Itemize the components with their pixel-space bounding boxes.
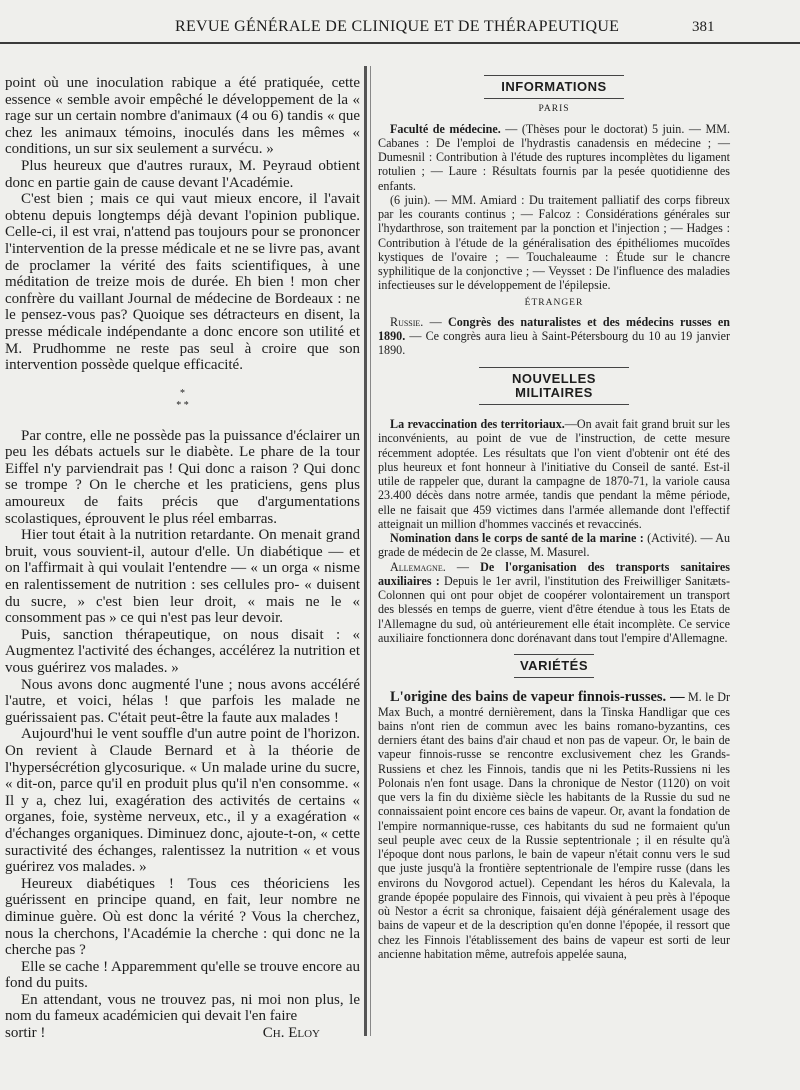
location-label-etranger: ÉTRANGER <box>524 297 584 308</box>
news-item-body: —On avait fait grand bruit sur les inconvénients, au point de vue de l'instruction, de cette mesure récemment adoptée. Les résultats que l'on vient d'obtenir ont été des plus heureux et font honneur à l'initiative du Conseil de santé. Est-il utile de rappeler que, durant la campagne de 1870-71, la variole causa 23.400 décès dans notre armée, tandis que pendant la même période, elle ne faisait que 459 victimes dans l'armée allemande dont l'effectif atteignait un million d'hommes vaccinés et revaccinés. <box>378 417 730 531</box>
news-item-title: Congrès des naturalistes et des médecins russes en 1890. <box>378 314 730 343</box>
paragraph: Puis, sanction thérapeutique, on nous disait : « Augmentez l'activité des échanges, accélérez la nutrition et vous guérirez vos malades. » <box>5 626 360 676</box>
news-item-title: Faculté de médecine. <box>390 121 501 136</box>
news-item-body: Depuis le 1er avril, l'institution des Freiwilliger Sanitæts-Colonnen qui ont pour objet de coopérer volontairement un transport des blessés en temps de guerre, vient d'être étendue à tous les Etats de l'Allemagne du sud, où antérieurement elle était incomplète. Ce service auxiliaire fonctionnera donc dorénavant dans tout l'empire d'Allemagne. <box>378 573 730 645</box>
location-label-paris: PARIS <box>538 104 570 115</box>
signature-line <box>5 1025 360 1042</box>
news-item-body: — Ce congrès aura lieu à Saint-Pétersbourg du 10 au 19 janvier 1890. <box>378 329 730 358</box>
country-label: Russie. <box>390 314 424 329</box>
right-column <box>378 75 730 1015</box>
running-title: REVUE GÉNÉRALE DE CLINIQUE ET DE THÉRAPEUTIQUE <box>175 18 620 35</box>
header-rule <box>0 42 800 44</box>
author-signature: Ch. Eloy <box>262 1025 320 1042</box>
paragraph: C'est bien ; mais ce qui vaut mieux encore, il l'avait obtenu depuis longtemps déjà devant l'opinion publique. Celle-ci, il est vrai, n'attend pas toujours pour se prononcer l'intervention de la presse médicale et ne se livre pas, avant de proclamer la vérité des faits scientifiques, à une méditation de treize mois de durée. Eh bien ! mon cher confrère du vaillant Journal de médecine de Bordeaux : ne le pensez-vous pas? Quoique ses détracteurs en disent, la presse médicale indépendante a donc encore son utilité et M. Prudhomme ne reste pas seul à croire que son intervention possède quelque efficacité. <box>5 191 360 374</box>
news-item <box>378 417 730 531</box>
news-item-body: — (Thèses pour le doctorat) 5 juin. — MM. Cabanes : De l'emploi de l'hydrastis canadensis en médecine ; — Dumesnil : Contribution à l'étude des ruptures incomplètes du ligament rotulien ; — Laure : Résultats fournis par la pesée quotidienne des enfants. <box>378 121 730 193</box>
section-heading-informations: INFORMATIONS <box>484 75 624 99</box>
news-item <box>378 122 730 193</box>
news-item-title: Nomination dans le corps de santé de la marine : <box>390 531 644 545</box>
section-heading-militaires: NOUVELLES MILITAIRES <box>479 367 629 406</box>
article-body: M. le Dr Max Buch, a montré dernièrement, dans la Tinska Handligar que ces bains n'ont rien de commun avec les bains romano-byzantins, ces derniers étant des bains d'air chaud et non pas de vapeur. Or, le bain de vapeur finnois-russe se rencontre exclusivement chez les Grands-Russiens et chez les Finnois, tandis que ni les Petits-Russiens ni les Polonais n'en font usage. Dans la chronique de Nestor (1120) on voit que vers la fin du dixième siècle les habitants de la Russie du sud ne connaissaient point encore ces bains de vapeur. Or, avant la fondation de l'empire normannique-russe, ces habitants du sud ne formaient qu'un seul peuple avec ceux de la Russie septentrionale ; il en résulte qu'à l'époque dont nous parlons, le bain de vapeur n'était connu vers le sud que juste jusqu'à la frontière septentrionale de l'empire russe (dans les environs du Novgorod actuel). Cependant les héros du Kalevala, la grande épopée populaire des Finnois, qui vivaient à peu près à l'époque où Nestor a écrit sa chronique, faisaient déjà généralement usage des bains de vapeur et de la description qu'en donne l'épopée, il ressort que chez les Finnois l'établissement des bains de vapeur est sorti de leur ancienne habitation même, autrefois appelée sauna, <box>378 690 730 961</box>
news-item-title: La revaccination des territoriaux. <box>390 417 565 431</box>
news-item: Allemagne. — De l'organisation des transports sanitaires auxiliaires : Depuis le 1er avril, l'institution des Freiwilliger Sanitæts-Colonnen qui ont pour objet de coopérer volontairement un transport des blessés en temps de guerre, vient d'être étendue à tous les Etats de l'Allemagne du sud, où antérieurement elle était incomplète. Ce service auxiliaire fonctionnera donc dorénavant dans tout l'empire d'Allemagne. <box>378 559 730 645</box>
paragraph: Nous avons donc augmenté l'une ; nous avons accéléré l'autre, et voici, hélas ! que parfois les malade ne guérissaient pas. C'était peut-être la faute aux malades ! <box>5 676 360 726</box>
closing-word: sortir ! <box>5 1025 46 1042</box>
news-item-body: (Activité). — Au grade de médecin de 2e classe, M. Masurel. <box>378 531 730 560</box>
paragraph: Plus heureux que d'autres ruraux, M. Peyraud obtient donc en partie gain de cause devant l'Académie. <box>5 157 360 191</box>
paragraph: Hier tout était à la nutrition retardante. On menait grand bruit, vous souvient-il, autour d'elle. Un diabétique — et on l'affirmait à qui voulait l'entendre — « un orga « nisme en ralentissement de nutrition : ses cellules pro- « duisent du sucre, » c'est bien leur droit, « mais ne le « consomment pas » ce qui n'est pas leur devoir. <box>5 527 360 627</box>
news-item-title: De l'organisation des transports sanitaires auxiliaires : <box>378 559 730 588</box>
paragraph: point où une inoculation rabique a été pratiquée, cette essence « semble avoir empêché le développement de la « rage sur un certain nombre d'animaux (4 ou 6) tandis « que chez les animaux témoins, inoculés dans les mêmes « conditions, un sur six seulement a survécu. » <box>5 75 360 158</box>
column-divider-thin <box>370 66 371 1036</box>
news-item: Russie. — Congrès des naturalistes et des médecins russes en 1890. — Ce congrès aura lieu à Saint-Pétersbourg du 10 au 19 janvier 1890. <box>378 314 730 358</box>
country-label: Allemagne. <box>390 559 446 574</box>
article <box>378 690 730 961</box>
column-divider <box>364 66 367 1036</box>
page-header <box>0 0 800 48</box>
paragraph: Aujourd'hui le vent souffle d'un autre point de l'horizon. On revient à Claude Bernard et à la théorie de l'hypersécrétion glycosurique. « Un malade urine du sucre, « dit-on, parce qu'il en produit plus qu'il n'en consomme. « Il y a, chez lui, exagération des activités de certains « organes, foie, système nerveux, etc., il y a exagération « d'échanges organiques. Diminuez donc, ajoute-t-on, « cette suractivité des échanges, ralentissez la nutrition « et vous guérirez vos malades. » <box>5 726 360 876</box>
page-number: 381 <box>692 19 715 35</box>
paragraph: Par contre, elle ne possède pas la puissance d'éclairer un peu les débats actuels sur le diabète. Le phare de la tour Eiffel n'y parviendrait pas ! Qui donc a raison ? Qui donc se trompe ? On le cherche et les praticiens, gens plus amoureux de faits précis que d'argumentations scolastiques, éprouvent le plus réel embarras. <box>5 427 360 527</box>
section-separator: * * * <box>176 387 189 411</box>
news-item <box>378 531 730 560</box>
section-heading-varietes: VARIÉTÉS <box>514 654 594 678</box>
paragraph: Elle se cache ! Apparemment qu'elle se trouve encore au fond du puits. <box>5 958 360 992</box>
news-item: (6 juin). — MM. Amiard : Du traitement palliatif des corps fibreux par les courants continus ; — Falcoz : Considérations générales sur l'hydarthrose, son traitement par la ponction et l'injection ; — Hadges : Contribution à l'étude de la généralisation des épithéliomes mucoïdes kystiques de l'ovaire ; — Touchaleaume : Étude sur le chancre syphilitique de la conjonctive ; — Veysset : De l'influence des maladies infectieuses sur le développement de l'épilepsie. <box>378 192 730 293</box>
article-title: L'origine des bains de vapeur finnois-russes. — <box>390 689 685 706</box>
paragraph: Heureux diabétiques ! Tous ces théoriciens les guérissent en principe quand, en fait, leur nombre ne diminue guère. Où est donc la vérité ? Vous la cherchez, nous la cherchons, l'Académie la cherche : qui donc ne la cherche pas ? <box>5 875 360 959</box>
paragraph: En attendant, vous ne trouvez pas, ni moi non plus, le nom du fameux académicien qui devait l'en faire <box>5 991 360 1025</box>
left-column <box>5 75 360 1042</box>
